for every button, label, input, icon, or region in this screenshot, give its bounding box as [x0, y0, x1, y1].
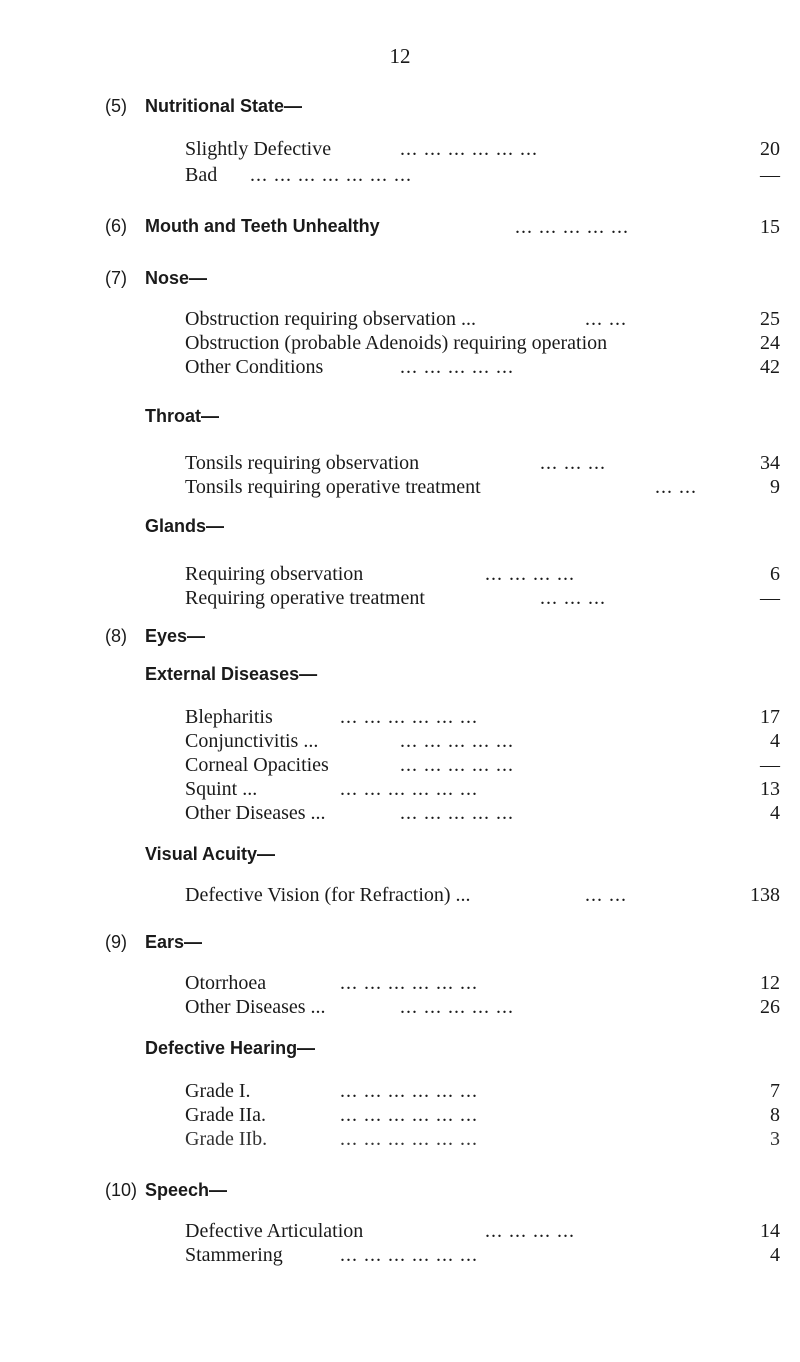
row-label: Defective Vision (for Refraction) ... — [185, 884, 471, 906]
row-label: Obstruction requiring observation ... — [185, 308, 477, 330]
dot-leader: ... ... ... ... ... ... — [400, 138, 538, 160]
dot-leader: ... ... ... ... ... ... — [340, 706, 478, 728]
row-label: Otorrhoea — [185, 972, 267, 994]
section-title: Nutritional State— — [145, 96, 303, 116]
row-label: Other Diseases ... — [185, 996, 326, 1018]
row-label: Corneal Opacities — [185, 754, 329, 776]
row-label: Requiring observation — [185, 563, 364, 585]
section-number: (10) — [105, 1180, 138, 1200]
section-number: (8) — [105, 626, 127, 646]
section-number: (9) — [105, 932, 127, 952]
dot-leader: ... ... ... ... ... — [400, 996, 514, 1018]
section-title: Eyes— — [145, 626, 206, 646]
list-item — [185, 354, 780, 380]
dot-leader: ... ... ... ... ... ... — [340, 1080, 478, 1102]
list-item — [185, 450, 780, 476]
row-value: 20 — [760, 138, 780, 160]
row-value: 3 — [770, 1128, 780, 1150]
dot-leader: ... ... ... ... ... — [400, 730, 514, 752]
dot-leader: ... ... ... ... ... — [400, 356, 514, 378]
row-label: Grade IIa. — [185, 1104, 267, 1126]
row-value: 6 — [770, 563, 780, 585]
section-heading — [105, 96, 302, 117]
dot-leader: ... ... — [655, 476, 697, 498]
section-number: (5) — [105, 96, 127, 116]
section-title: Nose— — [145, 268, 208, 288]
row-value: 34 — [760, 452, 780, 474]
row-label: Grade IIb. — [185, 1128, 268, 1150]
section-heading — [105, 626, 205, 647]
row-label: Requiring operative treatment — [185, 587, 425, 609]
list-item — [185, 162, 780, 188]
subsection-heading: Visual Acuity— — [145, 844, 276, 864]
row-label: Stammering — [185, 1244, 283, 1266]
list-item — [185, 136, 780, 162]
dot-leader: ... ... ... ... ... — [400, 802, 514, 824]
subsection-heading: External Diseases— — [145, 664, 318, 684]
subsection-heading: Defective Hearing— — [145, 1038, 316, 1058]
row-value: 138 — [750, 884, 780, 906]
list-item — [185, 1242, 780, 1268]
list-item — [185, 800, 780, 826]
row-label: Conjunctivitis ... — [185, 730, 319, 752]
row-value: 9 — [770, 476, 780, 498]
dot-leader: ... ... ... ... ... ... — [340, 972, 478, 994]
list-item — [185, 474, 780, 500]
row-value: 8 — [770, 1104, 780, 1126]
row-label: Tonsils requiring observation — [185, 452, 420, 474]
list-item — [185, 882, 780, 908]
list-item — [185, 704, 780, 730]
list-item — [185, 1126, 780, 1152]
row-value: 4 — [770, 730, 780, 752]
row-label: Defective Articulation — [185, 1220, 364, 1242]
list-item — [185, 1102, 780, 1128]
row-label: Squint ... — [185, 778, 258, 800]
dot-leader: ... ... ... — [540, 587, 606, 609]
list-item — [185, 330, 780, 356]
list-item — [185, 970, 780, 996]
row-label: Other Conditions — [185, 356, 324, 378]
section-heading — [105, 268, 207, 289]
row-value: 12 — [760, 972, 780, 994]
list-item — [185, 994, 780, 1020]
row-label: Blepharitis — [185, 706, 273, 728]
dot-leader: ... ... ... ... ... ... ... — [250, 164, 412, 186]
list-item — [185, 1218, 780, 1244]
row-label: Slightly Defective — [185, 138, 332, 160]
dot-leader: ... ... ... ... ... ... — [340, 1244, 478, 1266]
row-value: 7 — [770, 1080, 780, 1102]
list-item — [185, 585, 780, 611]
row-value: — — [760, 164, 780, 186]
row-label: Other Diseases ... — [185, 802, 326, 824]
row-value: 26 — [760, 996, 780, 1018]
row-value: 15 — [760, 216, 780, 238]
dot-leader: ... ... ... ... ... — [400, 754, 514, 776]
dot-leader: ... ... ... ... — [485, 1220, 575, 1242]
dot-leader: ... ... ... ... ... ... — [340, 1104, 478, 1126]
section-title: Speech— — [145, 1180, 228, 1200]
section-heading — [105, 1180, 227, 1201]
row-value: 4 — [770, 802, 780, 824]
row-label: Grade I. — [185, 1080, 251, 1102]
dot-leader: ... ... ... ... ... ... — [340, 778, 478, 800]
row-value: 4 — [770, 1244, 780, 1266]
dot-leader: ... ... ... ... ... ... — [340, 1128, 478, 1150]
row-value: 17 — [760, 706, 780, 728]
dot-leader: ... ... — [585, 308, 627, 330]
dot-leader: ... ... ... ... — [485, 563, 575, 585]
dot-leader: ... ... ... ... ... — [515, 216, 629, 238]
list-item — [185, 752, 780, 778]
page-number: 12 — [389, 44, 411, 68]
section-title: Ears— — [145, 932, 203, 952]
row-value: 25 — [760, 308, 780, 330]
list-item — [185, 728, 780, 754]
row-value: — — [760, 587, 780, 609]
list-item — [185, 214, 780, 240]
subsection-heading: Glands— — [145, 516, 225, 536]
list-item — [185, 1078, 780, 1104]
section-number: (6) — [105, 216, 127, 236]
row-value: 13 — [760, 778, 780, 800]
section-heading — [105, 932, 202, 953]
row-value: 42 — [760, 356, 780, 378]
list-item — [185, 776, 780, 802]
list-item — [185, 306, 780, 332]
list-item — [185, 561, 780, 587]
row-value: — — [760, 754, 780, 776]
row-label: Tonsils requiring operative treatment — [185, 476, 481, 498]
subsection-heading: Throat— — [145, 406, 219, 426]
section-number: (7) — [105, 268, 127, 288]
row-label: Obstruction (probable Adenoids) requiring operation — [185, 332, 608, 354]
row-value: 24 — [760, 332, 780, 354]
section-title: Mouth and Teeth Unhealthy — [145, 216, 380, 236]
row-value: 14 — [760, 1220, 780, 1242]
row-label: Bad — [185, 164, 218, 186]
dot-leader: ... ... — [585, 884, 627, 906]
dot-leader: ... ... ... — [540, 452, 606, 474]
